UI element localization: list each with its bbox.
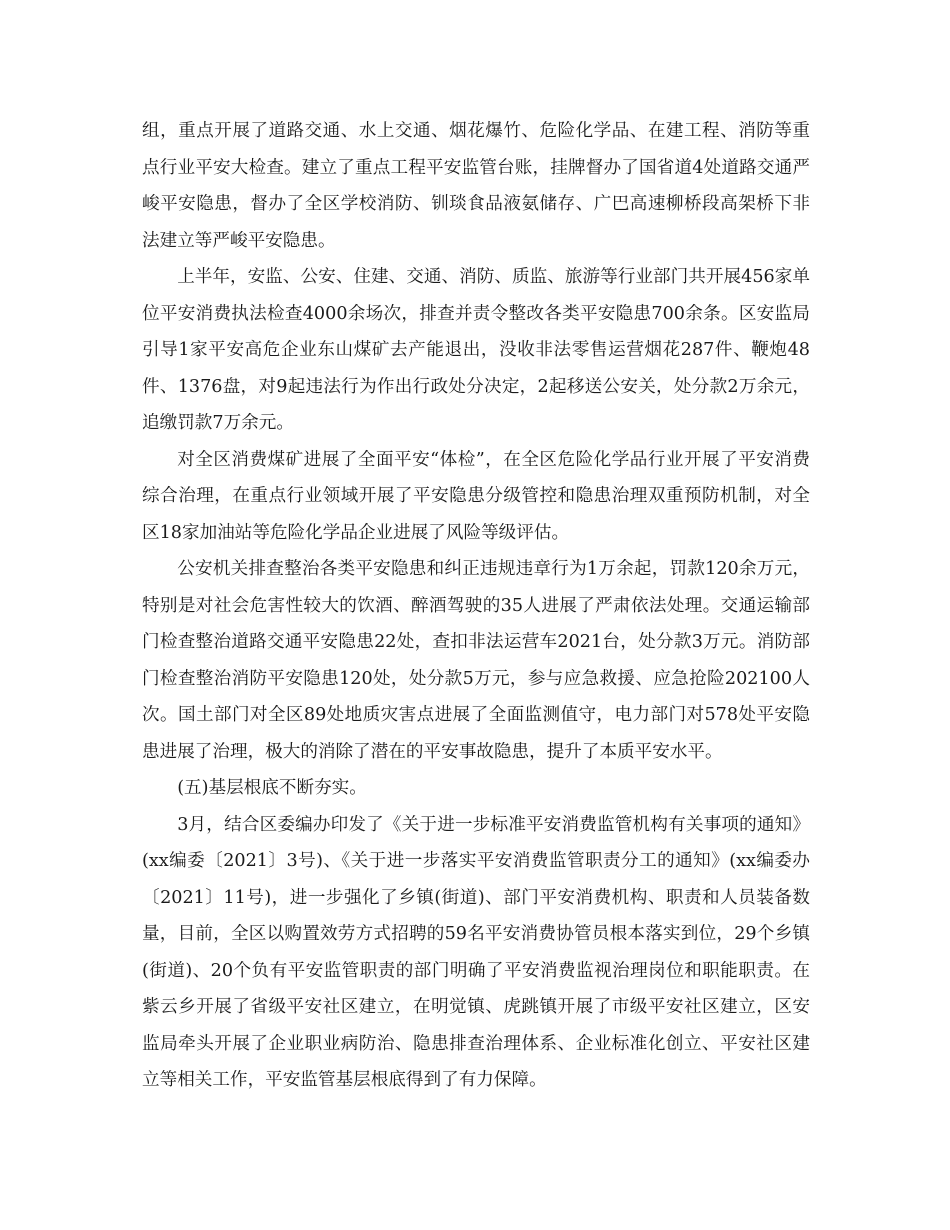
paragraph-1: 组，重点开展了道路交通、水上交通、烟花爆竹、危险化学品、在建工程、消防等重点行业平安大检查。建立了重点工程平安监管台账，挂牌督办了国省道4处道路交通严峻平安隐患，督办了全区学校消防、钏琰食品液氨储存、广巴高速柳桥段高架桥下非法建立等严峻平安隐患。 (142, 121, 810, 251)
paragraph-2: 上半年，安监、公安、住建、交通、消防、质监、旅游等行业部门共开展456家单位平安消费执法检查4000余场次，排查并责令整改各类平安隐患700余条。区安监局引导1家平安高危企业东山煤矿去产能退出，没收非法零售运营烟花287件、鞭炮48件、1376盘，对9起违法行为作出行政处分决定，2起移送公安关，处分款2万余元，追缴罚款7万余元。 (142, 267, 810, 433)
paragraph-4: 公安机关排查整治各类平安隐患和纠正违规违章行为1万余起，罚款120余万元，特别是对社会危害性较大的饮酒、醉酒驾驶的35人进展了严肃依法处理。交通运输部门检查整治道路交通平安隐患22处，查扣非法运营车2021台，处分款3万元。消防部门检查整治消防平安隐患120处，处分款5万元，参与应急救援、应急抢险202100人次。国土部门对全区89处地质灾害点进展了全面监测值守，电力部门对578处平安隐患进展了治理，极大的消除了潜在的平安事故隐患，提升了本质平安水平。 (142, 559, 810, 762)
document-page (142, 113, 810, 1099)
section-heading: (五)基层根底不断夯实。 (177, 778, 367, 798)
paragraph-5: 3月，结合区委编办印发了《关于进一步标准平安消费监管机构有关事项的通知》(xx编委〔2021〕3号)、《关于进一步落实平安消费监管职责分工的通知》(xx编委办〔2021〕11号)，进一步强化了乡镇(街道)、部门平安消费机构、职责和人员装备数量，目前，全区以购置效劳方式招聘的59名平安消费协管员根本落实到位，29个乡镇(街道)、20个负有平安监管职责的部门明确了平安消费监视治理岗位和职能职责。在紫云乡开展了省级平安社区建立，在明觉镇、虎跳镇开展了市级平安社区建立，区安监局牵头开展了企业职业病防治、隐患排查治理体系、企业标准化创立、平安社区建立等相关工作，平安监管基层根底得到了有力保障。 (142, 814, 810, 1090)
paragraph-3: 对全区消费煤矿进展了全面平安“体检”，在全区危险化学品行业开展了平安消费综合治理，在重点行业领域开展了平安隐患分级管控和隐患治理双重预防机制，对全区18家加油站等危险化学品企业进展了风险等级评估。 (142, 449, 810, 543)
